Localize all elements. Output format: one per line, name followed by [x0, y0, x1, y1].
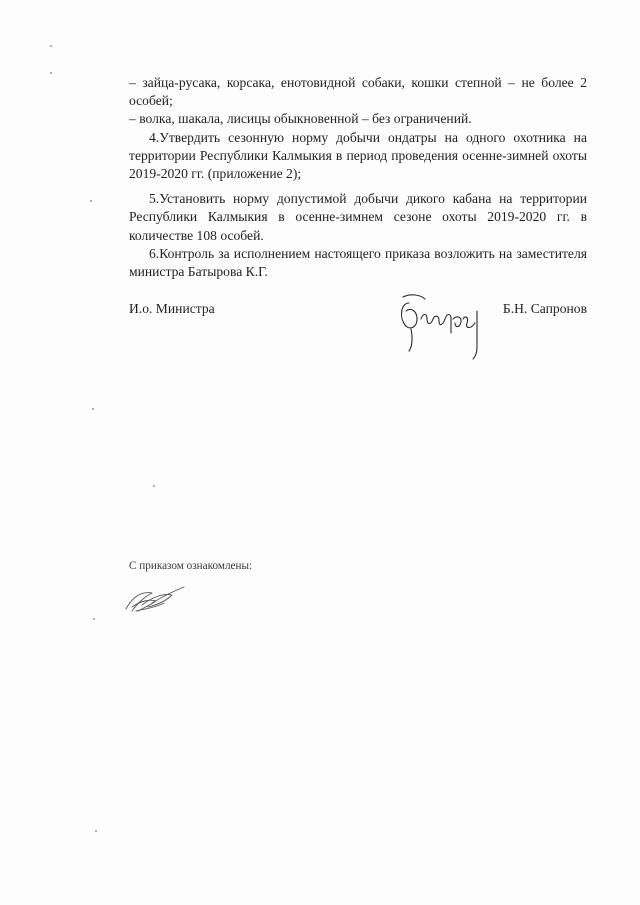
handwritten-signature: [397, 289, 489, 367]
paragraph-hare-limit: – зайца-русака, корсака, енотовидной собаки, кошки степной – не более 2 особей;: [129, 75, 587, 109]
document-body: [129, 74, 587, 281]
paragraph-muskrat-norm: 4.Утвердить сезонную норму добычи ондатры на одного охотника на территории Республики Калмыкия в период проведения осенне-зимней охоты 2019-2020 гг. (приложение 2);: [129, 129, 587, 182]
signatory-title: И.о. Министра: [129, 301, 215, 316]
signatory-name: Б.Н. Сапронов: [502, 301, 587, 316]
paragraph-control: 6.Контроль за исполнением настоящего приказа возложить на заместителя министра Батырова К.Г.: [129, 245, 587, 280]
acknowledgement-signature: [122, 583, 188, 617]
scan-speck: [95, 830, 97, 832]
scan-speck: [50, 72, 52, 74]
scan-speck: [50, 45, 52, 47]
acknowledgement-label: С приказом ознакомлены:: [129, 560, 253, 572]
paragraph-boar-norm: 5.Установить норму допустимой добычи дикого кабана на территории Республики Калмыкия в осенне-зимнем сезоне охоты 2019-2020 гг. в количестве 108 особей.: [129, 191, 587, 243]
scan-speck: [153, 485, 155, 487]
scan-speck: [90, 200, 92, 202]
scan-speck: [93, 618, 95, 620]
paragraph-wolf-limit: – волка, шакала, лисицы обыкновенной – без ограничений.: [129, 111, 472, 127]
signature-block: [129, 301, 587, 371]
scan-speck: [92, 408, 94, 410]
